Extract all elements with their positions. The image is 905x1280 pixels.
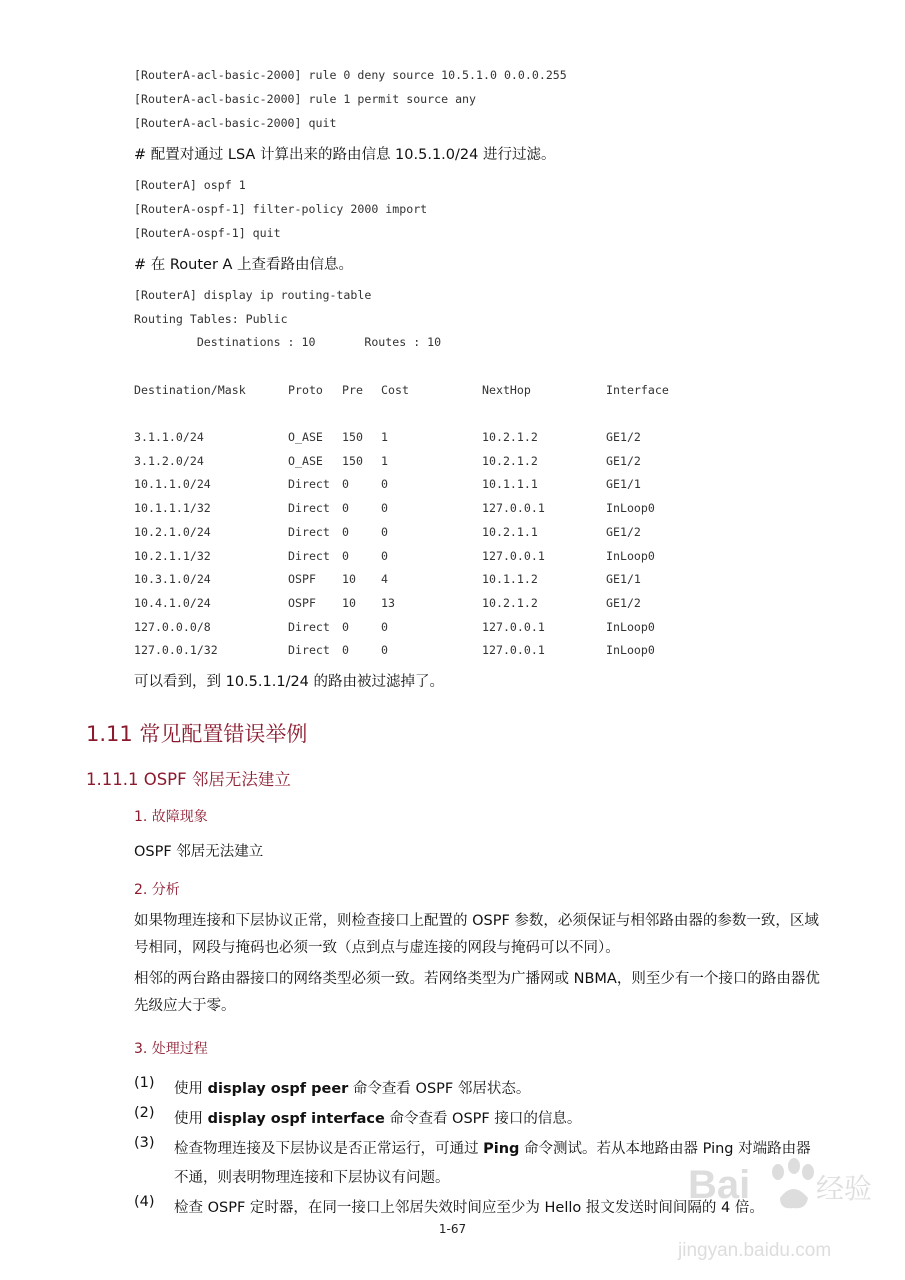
table-cell: 127.0.0.1 bbox=[482, 501, 545, 516]
table-cell: Direct bbox=[288, 619, 330, 634]
table-cell: InLoop0 bbox=[606, 643, 655, 658]
procedure-heading: 3. 处理过程 bbox=[134, 1041, 208, 1057]
step-command: Ping bbox=[483, 1141, 520, 1157]
table-cell: GE1/2 bbox=[606, 453, 641, 468]
table-cell: 0 bbox=[381, 524, 388, 539]
table-cell: 0 bbox=[381, 501, 388, 516]
config-line: [RouterA-ospf-1] filter-policy 2000 import bbox=[134, 202, 428, 216]
table-cell: 13 bbox=[381, 595, 395, 610]
step-text bbox=[174, 1105, 824, 1134]
table-cell: 10.2.1.1/32 bbox=[134, 548, 211, 563]
header-proto: Proto bbox=[288, 383, 323, 397]
table-cell: InLoop0 bbox=[606, 619, 655, 634]
table-cell: GE1/2 bbox=[606, 595, 641, 610]
table-cell: 0 bbox=[381, 548, 388, 563]
step-number: (1) bbox=[134, 1075, 155, 1091]
table-cell: Direct bbox=[288, 643, 330, 658]
table-cell: 10.2.1.2 bbox=[482, 430, 538, 444]
table-cell: Direct bbox=[288, 548, 330, 563]
step-text-pre: 使用 bbox=[174, 1111, 208, 1127]
table-cell: 10 bbox=[342, 572, 356, 587]
table-cell: 150 bbox=[342, 453, 363, 468]
table-cell: 4 bbox=[381, 572, 388, 587]
table-cell: InLoop0 bbox=[606, 501, 655, 516]
table-cell: 127.0.0.0/8 bbox=[134, 619, 211, 634]
table-cell: 127.0.0.1/32 bbox=[134, 643, 218, 658]
subsection-title: 1.11.1 OSPF 邻居无法建立 bbox=[86, 770, 291, 789]
table-cell: 10.3.1.0/24 bbox=[134, 572, 211, 587]
table-cell: 10.1.1.1 bbox=[482, 477, 538, 492]
table-cell: 0 bbox=[342, 548, 349, 563]
table-cell: 10 bbox=[342, 595, 356, 610]
table-cell: 10.1.1.1/32 bbox=[134, 501, 211, 516]
table-cell: 10.1.1.0/24 bbox=[134, 477, 211, 492]
table-cell: 10.2.1.1 bbox=[482, 524, 538, 539]
header-interface: Interface bbox=[606, 383, 669, 397]
header-destination: Destination/Mask bbox=[134, 383, 246, 397]
watermark-jingyan-text: 经验 bbox=[816, 1172, 873, 1205]
table-cell: O_ASE bbox=[288, 430, 323, 444]
step-text-post: 命令查看 OSPF 接口的信息。 bbox=[384, 1111, 582, 1127]
table-cell: 3.1.2.0/24 bbox=[134, 453, 204, 468]
step-text-post: 命令查看 OSPF 邻居状态。 bbox=[348, 1081, 531, 1097]
table-cell: GE1/1 bbox=[606, 477, 641, 492]
table-cell: 0 bbox=[342, 619, 349, 634]
table-cell: 10.2.1.2 bbox=[482, 595, 538, 610]
table-cell: 0 bbox=[381, 477, 388, 492]
analysis-paragraph-1: 如果物理连接和下层协议正常，则检查接口上配置的 OSPF 参数，必须保证与相邻路由器的参数一致，区域号相同，网段与掩码也必须一致（点到点与虚连接的网段与掩码可以不同）。 bbox=[134, 913, 819, 956]
table-cell: 1 bbox=[381, 430, 388, 444]
page-number: 1-67 bbox=[438, 1222, 467, 1236]
table-cell: 0 bbox=[381, 619, 388, 634]
table-cell: GE1/2 bbox=[606, 430, 641, 444]
table-cell: 10.2.1.0/24 bbox=[134, 524, 211, 539]
section-title: 1.11 常见配置错误举例 bbox=[86, 722, 308, 746]
step-text-pre: 检查物理连接及下层协议是否正常运行，可通过 bbox=[174, 1141, 484, 1157]
config-line: [RouterA-acl-basic-2000] rule 1 permit source any bbox=[134, 92, 477, 106]
conclusion-text: 可以看到，到 10.5.1.1/24 的路由被过滤掉了。 bbox=[134, 674, 445, 690]
table-cell: GE1/2 bbox=[606, 524, 641, 539]
table-cell: 127.0.0.1 bbox=[482, 619, 545, 634]
table-cell: 127.0.0.1 bbox=[482, 643, 545, 658]
table-cell: 3.1.1.0/24 bbox=[134, 430, 204, 444]
config-line: [RouterA-acl-basic-2000] quit bbox=[134, 116, 337, 130]
comment-filter-lsa: # 配置对通过 LSA 计算出来的路由信息 10.5.1.0/24 进行过滤。 bbox=[134, 147, 556, 163]
table-cell: O_ASE bbox=[288, 453, 323, 468]
table-cell: 0 bbox=[342, 643, 349, 658]
display-command: [RouterA] display ip routing-table bbox=[134, 288, 372, 302]
destinations-routes-summary: Destinations : 10 Routes : 10 bbox=[134, 335, 442, 349]
step-text-pre: 检查 OSPF 定时器，在同一接口上邻居失效时间应至少为 Hello 报文发送时间间隔的 4 倍。 bbox=[174, 1200, 764, 1216]
step-command: display ospf peer bbox=[207, 1081, 349, 1097]
step-number: (3) bbox=[134, 1135, 155, 1151]
step-number: (4) bbox=[134, 1194, 155, 1210]
symptom-heading: 1. 故障现象 bbox=[134, 809, 208, 825]
watermark-brand-text: Bai bbox=[688, 1163, 751, 1207]
header-cost: Cost bbox=[381, 383, 409, 397]
analysis-paragraph-2: 相邻的两台路由器接口的网络类型必须一致。若网络类型为广播网或 NBMA，则至少有一个接口的路由器优先级应大于零。 bbox=[134, 971, 820, 1014]
table-cell: 10.1.1.2 bbox=[482, 572, 538, 587]
routing-tables-label: Routing Tables: Public bbox=[134, 312, 288, 326]
table-cell: 10.4.1.0/24 bbox=[134, 595, 211, 610]
symptom-text: OSPF 邻居无法建立 bbox=[134, 844, 264, 860]
config-line: [RouterA] ospf 1 bbox=[134, 178, 246, 192]
table-cell: 0 bbox=[342, 501, 349, 516]
step-text-post: 命令测试。若从本地路由器 Ping 对端路由器不通，则表明物理连接和下层协议有问题。 bbox=[174, 1141, 811, 1186]
baidu-jingyan-watermark bbox=[676, 1150, 876, 1270]
table-cell: Direct bbox=[288, 501, 330, 516]
table-cell: OSPF bbox=[288, 595, 316, 610]
comment-view-routes: # 在 Router A 上查看路由信息。 bbox=[134, 257, 354, 273]
step-command: display ospf interface bbox=[207, 1111, 385, 1127]
table-cell: 0 bbox=[342, 524, 349, 539]
step-text-pre: 使用 bbox=[174, 1081, 208, 1097]
header-pre: Pre bbox=[342, 383, 363, 397]
table-cell: 150 bbox=[342, 430, 363, 444]
table-cell: OSPF bbox=[288, 572, 316, 587]
watermark-url: jingyan.baidu.com bbox=[678, 1240, 832, 1261]
table-cell: 0 bbox=[381, 643, 388, 658]
header-nexthop: NextHop bbox=[482, 383, 531, 397]
table-cell: Direct bbox=[288, 524, 330, 539]
config-line: [RouterA-acl-basic-2000] rule 0 deny source 10.5.1.0 0.0.0.255 bbox=[134, 68, 567, 82]
config-line: [RouterA-ospf-1] quit bbox=[134, 226, 281, 240]
table-cell: 1 bbox=[381, 453, 388, 468]
table-cell: InLoop0 bbox=[606, 548, 655, 563]
table-cell: Direct bbox=[288, 477, 330, 492]
step-number: (2) bbox=[134, 1105, 155, 1121]
table-cell: 10.2.1.2 bbox=[482, 453, 538, 468]
table-cell: 0 bbox=[342, 477, 349, 492]
analysis-heading: 2. 分析 bbox=[134, 882, 180, 898]
table-cell: 127.0.0.1 bbox=[482, 548, 545, 563]
step-text bbox=[174, 1075, 824, 1104]
table-cell: GE1/1 bbox=[606, 572, 641, 587]
paw-icon bbox=[772, 1158, 814, 1208]
